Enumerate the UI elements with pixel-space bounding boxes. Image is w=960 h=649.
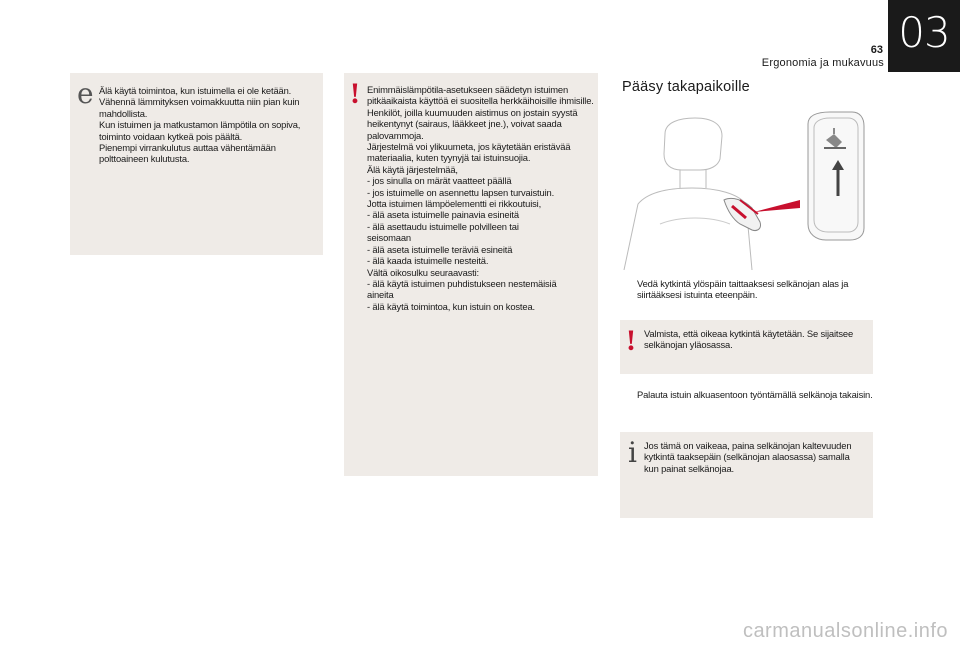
warning-box	[344, 73, 598, 476]
warning-text: Valmista, että oikeaa kytkintä käytetään. Se sijaitsee selkänojan yläosassa.	[644, 328, 854, 351]
section-name: Ergonomia ja mukavuus	[761, 57, 884, 69]
chapter-tab	[888, 0, 960, 72]
eco-note-box	[70, 73, 323, 255]
info-icon: i	[628, 436, 637, 469]
warning-icon: !	[350, 77, 360, 110]
eco-icon: e	[77, 77, 94, 110]
eco-note-text: Älä käytä toimintoa, kun istuimella ei ole ketään. Vähennä lämmityksen voimakkuutta niin pian kuin mahdollista. Kun istuimen ja matkustamon lämpötila on sopiva, toiminto voidaan kytkeä pois päältä. Pienempi virrankulutus auttaa vähentämään polttoaineen kulutusta.	[99, 85, 301, 165]
watermark: carmanualsonline.info	[742, 620, 948, 642]
instruction-text: Palauta istuin alkuasentoon työntämällä selkänoja takaisin.	[637, 389, 873, 400]
instruction-text: Vedä kytkintä ylöspäin taittaaksesi selkänojan alas ja siirtääksesi istuinta eteenpäin.	[637, 278, 849, 301]
info-box	[620, 432, 873, 518]
chapter-number: 03	[898, 8, 950, 57]
section-title: Pääsy takapaikoille	[622, 79, 750, 95]
page-number: 63	[870, 44, 883, 56]
warning-icon: !	[626, 324, 636, 357]
seat-lever-illustration	[620, 104, 874, 270]
info-text: Jos tämä on vaikeaa, paina selkänojan kaltevuuden kytkintä taaksepäin (selkänojan alaosassa) samalla kun painat selkänojaa.	[644, 440, 852, 474]
warning-text: Enimmäislämpötila-asetukseen säädetyn istuimen pitkäaikaista käyttöä ei suositella herkkäihoisille ihmisille. Henkilöt, joilla kuumuuden aistimus on jostain syystä heikentynyt (sairaus, lääkkeet jne.), voivat saada palovammoja. Järjestelmä voi ylikuumeta, jos käytetään eristävää materiaalia, kuten tyynyjä tai istuinsuojia. Älä käytä järjestelmää, - jos sinulla on märät vaatteet päällä - jos istuimelle on asennettu lapsen turvaistuin. Jotta istuimen lämpöelementti ei rikkoutuisi, - älä aseta istuimelle painavia esineitä - älä asettaudu istuimelle polvilleen tai seisomaan - älä aseta istuimelle teräviä esineitä - älä kaada istuimelle nesteitä. Vältä oikosulku seuraavasti: - älä käytä istuimen puhdistukseen nestemäisiä aineita - älä käytä toimintoa, kun istuin on kostea.	[367, 84, 594, 312]
warning-box	[620, 320, 873, 374]
